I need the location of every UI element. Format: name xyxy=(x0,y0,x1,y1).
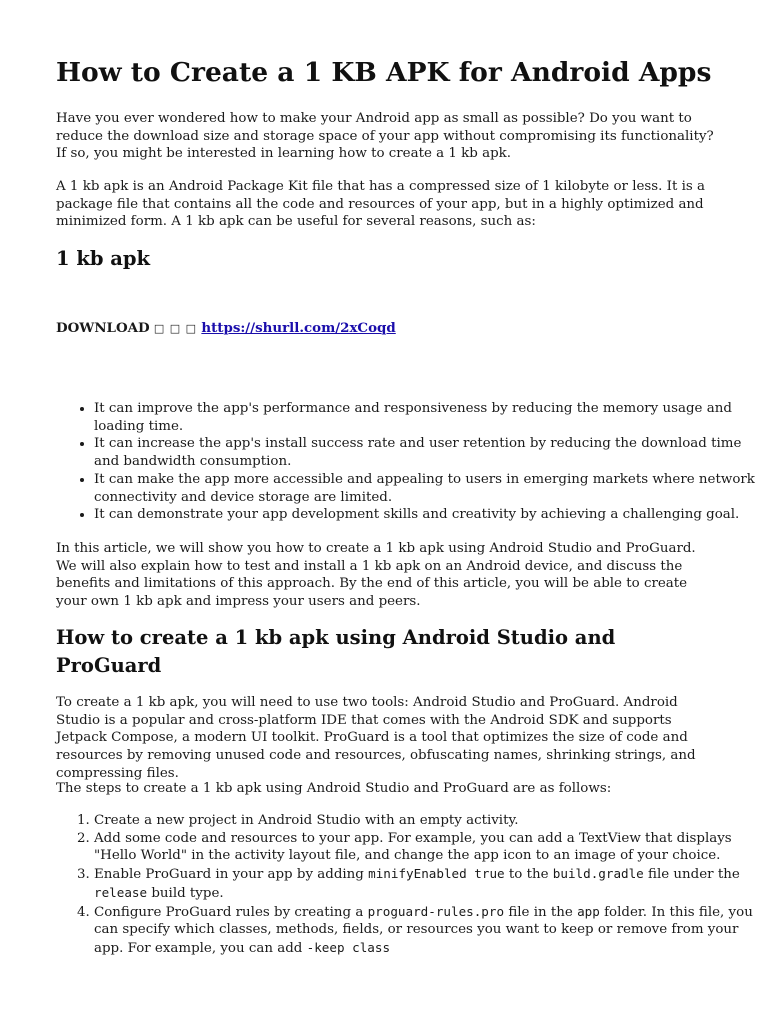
step-3-code-build-gradle: build.gradle xyxy=(552,866,644,882)
download-link[interactable]: https://shurll.com/2xCoqd xyxy=(201,320,396,336)
step-1: 1. Create a new project in Android Studio with an empty activity. xyxy=(94,812,758,830)
download-glyphs: □ □ □ xyxy=(153,322,198,335)
section-heading-1kb-apk: 1 kb apk xyxy=(56,247,151,270)
list-item: • It can improve the app's performance and responsiveness by reducing the memory usage and loading time. xyxy=(94,400,758,435)
step-3-text-1: Enable ProGuard in your app by adding xyxy=(94,867,369,883)
step-3-text-2: to the xyxy=(504,867,553,883)
page-title: How to Create a 1 KB APK for Android Apps xyxy=(56,57,712,88)
benefits-list xyxy=(56,400,758,524)
step-4 xyxy=(94,903,758,958)
step-4-code-keep-class: -keep class xyxy=(306,939,391,955)
step-4-text-1: Configure ProGuard rules by creating a xyxy=(94,904,368,920)
download-line xyxy=(56,320,720,338)
step-4-text-3: folder. In this file, you can specify which classes, methods, fields, or resources you want to keep or remove from your app. For example, you can add xyxy=(94,904,753,956)
list-item: • It can make the app more accessible and appealing to users in emerging markets where network connectivity and device storage are limited. xyxy=(94,471,758,506)
section-heading-create: How to create a 1 kb apk using Android Studio and ProGuard xyxy=(56,626,616,677)
step-4-code-proguard-rules: proguard-rules.pro xyxy=(367,903,505,919)
step-2: 2. Add some code and resources to your app. For example, you can add a TextView that displays "Hello World" in the activity layout file, and change the app icon to an image of your choice. xyxy=(94,830,758,865)
steps-list xyxy=(56,812,758,958)
article-intro-paragraph: In this article, we will show you how to create a 1 kb apk using Android Studio and ProGuard. We will also explain how to test and install a 1 kb apk on an Android device, and discuss the benefits and limitations of this approach. By the end of this article, you will be able to create your own 1 kb apk and impress your users and peers. xyxy=(56,541,696,610)
step-3-text-4: build type. xyxy=(147,885,224,901)
intro-paragraph-1: Have you ever wondered how to make your Android app as small as possible? Do you want to reduce the download size and storage space of your app without compromising its functionality? If so, you might be interested in learning how to create a 1 kb apk. xyxy=(56,111,714,162)
step-4-text-2: file in the xyxy=(504,904,578,920)
list-item: • It can demonstrate your app development skills and creativity by achieving a challenging goal. xyxy=(94,506,758,524)
step-3-code-release: release xyxy=(94,884,148,900)
download-label: DOWNLOAD xyxy=(56,320,150,336)
step-3-code-minify: minifyEnabled true xyxy=(368,866,505,882)
create-paragraph-2: The steps to create a 1 kb apk using Android Studio and ProGuard are as follows: xyxy=(56,781,612,796)
list-item: • It can increase the app's install success rate and user retention by reducing the download time and bandwidth consumption. xyxy=(94,435,758,470)
step-4-code-app: app xyxy=(577,903,600,919)
create-paragraph-1: To create a 1 kb apk, you will need to use two tools: Android Studio and ProGuard. Android Studio is a popular and cross-platform IDE that comes with the Android SDK and supports Jetpack Compose, a modern UI toolkit. ProGuard is a tool that optimizes the size of code and resources by removing unused code and resources, obfuscating names, shrinking strings, and compressing files. xyxy=(56,695,696,781)
step-3 xyxy=(94,865,758,902)
step-3-text-3: file under the xyxy=(643,867,740,883)
intro-paragraph-2: A 1 kb apk is an Android Package Kit file that has a compressed size of 1 kilobyte or less. It is a package file that contains all the code and resources of your app, but in a highly optimized and minimized form. A 1 kb apk can be useful for several reasons, such as: xyxy=(56,179,705,230)
